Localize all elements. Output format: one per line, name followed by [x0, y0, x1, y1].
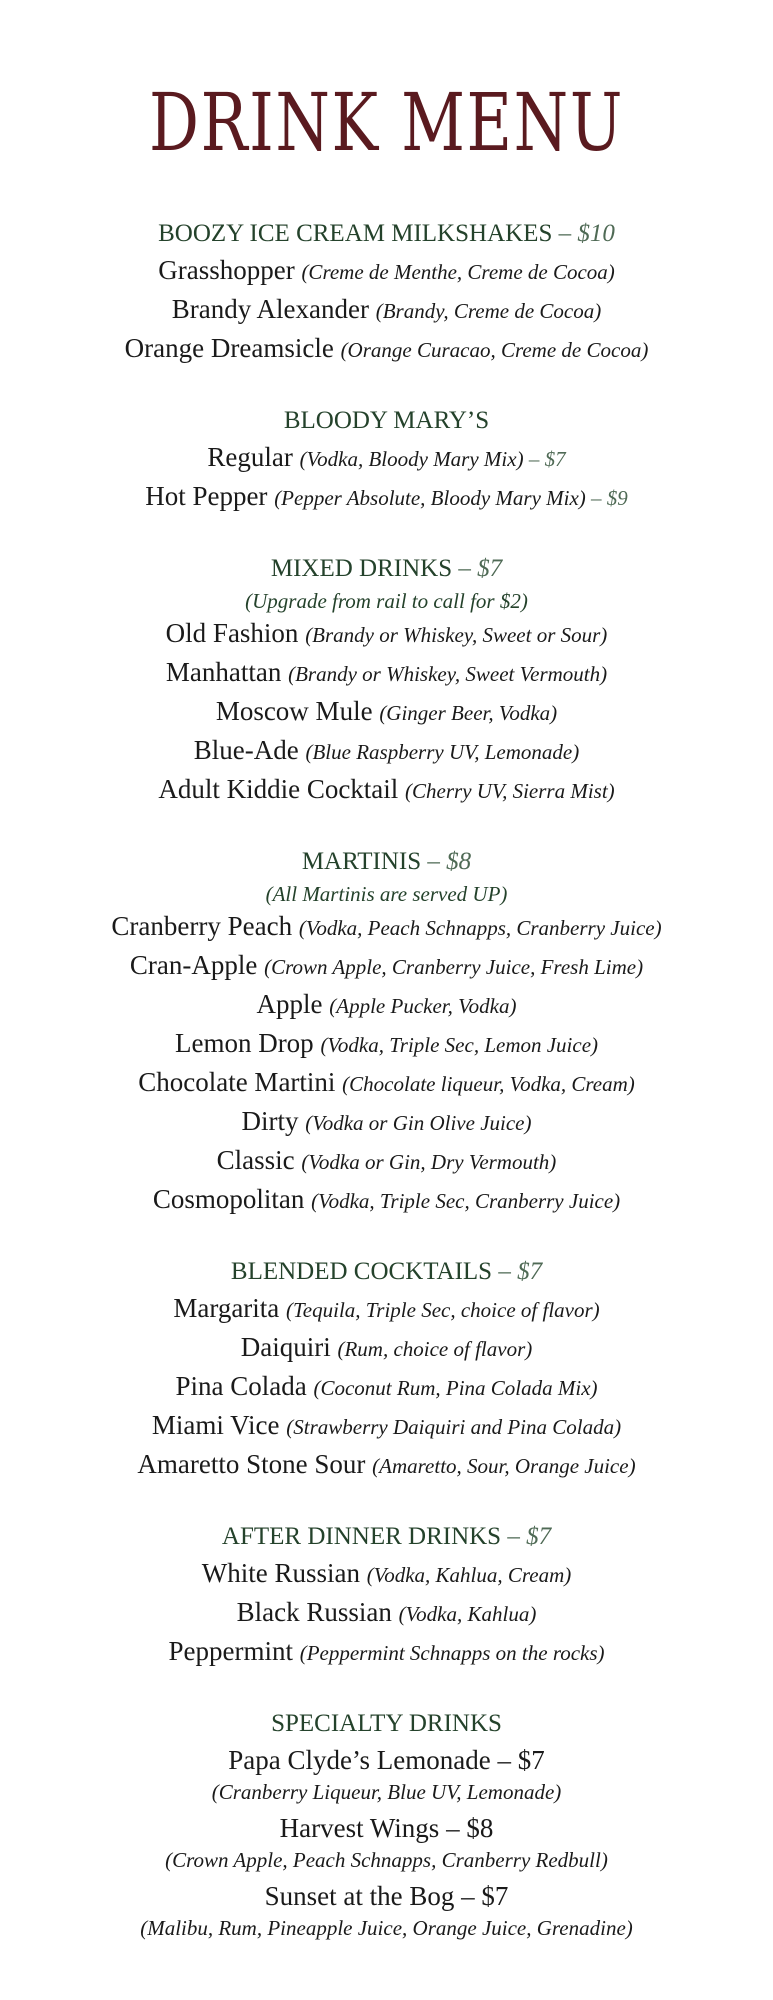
- menu-item: [0, 1064, 773, 1103]
- item-description: (Creme de Menthe, Creme de Cocoa): [301, 260, 615, 284]
- menu-title: DRINK MENU: [149, 76, 624, 169]
- section-name: BLENDED COCKTAILS: [230, 1258, 493, 1285]
- section-price: – $10: [552, 220, 615, 247]
- item-name: Moscow Mule: [215, 696, 373, 726]
- item-description: (Vodka, Kahlua): [398, 1602, 537, 1626]
- item-name: Cranberry Peach: [111, 911, 293, 941]
- item-description: (Vodka, Kahlua, Cream): [366, 1563, 572, 1587]
- item-name: Old Fashion: [165, 618, 299, 648]
- section-name: SPECIALTY DRINKS: [271, 1710, 502, 1737]
- item-name: Classic: [216, 1145, 295, 1175]
- menu-item: [0, 1103, 773, 1142]
- section-heading: [0, 1254, 773, 1290]
- item-price: – $7: [454, 1881, 509, 1911]
- item-price: – $8: [439, 1813, 494, 1843]
- item-name: Brandy Alexander: [171, 294, 369, 324]
- item-name: Miami Vice: [151, 1410, 280, 1440]
- item-description: (Strawberry Daiquiri and Pina Colada): [286, 1415, 622, 1439]
- item-name: Apple: [256, 989, 323, 1019]
- section-heading: [0, 551, 773, 587]
- item-description: (Pepper Absolute, Bloody Mary Mix): [274, 486, 586, 510]
- item-description: (Tequila, Triple Sec, choice of flavor): [286, 1298, 600, 1322]
- menu-item: [0, 1407, 773, 1446]
- menu-item: [0, 908, 773, 947]
- item-name: Chocolate Martini: [138, 1067, 336, 1097]
- item-name: Peppermint: [168, 1636, 293, 1666]
- item-description: (Brandy or Whiskey, Sweet or Sour): [305, 623, 608, 647]
- item-name: Manhattan: [165, 657, 282, 687]
- item-price: – $7: [523, 447, 566, 471]
- item-name: Lemon Drop: [174, 1028, 314, 1058]
- item-name: Regular: [207, 442, 293, 472]
- item-name: Adult Kiddie Cocktail: [158, 774, 399, 804]
- menu-item: [0, 654, 773, 693]
- menu-item: [0, 291, 773, 330]
- menu-item: [0, 1594, 773, 1633]
- menu-item: [0, 1290, 773, 1329]
- item-description: (Vodka, Triple Sec, Cranberry Juice): [311, 1189, 621, 1213]
- item-description: (Ginger Beer, Vodka): [379, 701, 558, 725]
- menu-item: [0, 732, 773, 771]
- section-note: (All Martinis are served UP): [265, 882, 508, 906]
- item-description: (Amaretto, Sour, Orange Juice): [372, 1454, 636, 1478]
- item-description: (Rum, choice of flavor): [337, 1337, 533, 1361]
- menu-item: [0, 1329, 773, 1368]
- item-description: (Brandy or Whiskey, Sweet Vermouth): [288, 662, 608, 686]
- section-heading: [0, 216, 773, 252]
- item-name: Amaretto Stone Sour: [137, 1449, 366, 1479]
- item-description: (Peppermint Schnapps on the rocks): [299, 1641, 605, 1665]
- item-name: Pina Colada: [175, 1371, 307, 1401]
- menu-item: [0, 478, 773, 517]
- item-description: (Cranberry Liqueur, Blue UV, Lemonade): [211, 1780, 562, 1804]
- item-name: Blue-Ade: [193, 735, 299, 765]
- item-description: (Malibu, Rum, Pineapple Juice, Orange Juice, Grenadine): [140, 1916, 633, 1940]
- menu-item: [0, 615, 773, 654]
- item-description: (Blue Raspberry UV, Lemonade): [305, 740, 580, 764]
- menu-item: [0, 330, 773, 369]
- menu-item: [0, 947, 773, 986]
- menu-item: [0, 1142, 773, 1181]
- menu-item: [0, 1555, 773, 1594]
- item-description: (Orange Curacao, Creme de Cocoa): [340, 338, 649, 362]
- item-description: (Vodka, Triple Sec, Lemon Juice): [320, 1033, 599, 1057]
- section-name: AFTER DINNER DRINKS: [221, 1523, 502, 1550]
- section-price: – $7: [492, 1258, 543, 1285]
- menu-item: [0, 1368, 773, 1407]
- item-price: – $9: [585, 486, 628, 510]
- menu-item: [0, 1025, 773, 1064]
- item-description: (Cherry UV, Sierra Mist): [405, 779, 615, 803]
- section-price: – $7: [501, 1523, 552, 1550]
- section-martinis: [0, 844, 773, 1220]
- item-name: Dirty: [241, 1106, 299, 1136]
- section-bloody-marys: [0, 403, 773, 517]
- item-description: (Apple Pucker, Vodka): [329, 994, 517, 1018]
- section-name: MARTINIS: [301, 848, 422, 875]
- item-name: Grasshopper: [158, 255, 295, 285]
- section-price: – $8: [421, 848, 472, 875]
- section-mixed-drinks: [0, 551, 773, 810]
- section-blended-cocktails: [0, 1254, 773, 1485]
- section-name: BLOODY MARY’S: [283, 407, 490, 434]
- section-name: MIXED DRINKS: [270, 555, 453, 582]
- section-specialty: [0, 1706, 773, 1942]
- menu-item: [0, 1633, 773, 1672]
- item-description: (Brandy, Creme de Cocoa): [375, 299, 602, 323]
- item-name: Papa Clyde’s Lemonade: [228, 1745, 491, 1775]
- item-description: (Vodka, Bloody Mary Mix): [299, 447, 524, 471]
- section-price: – $7: [452, 555, 503, 582]
- item-name: Daiquiri: [240, 1332, 331, 1362]
- item-description: (Chocolate liqueur, Vodka, Cream): [342, 1072, 635, 1096]
- specialty-item: [0, 1742, 773, 1806]
- section-name: BOOZY ICE CREAM MILKSHAKES: [158, 220, 553, 247]
- section-heading: [0, 1706, 773, 1742]
- section-after-dinner: [0, 1519, 773, 1672]
- section-milkshakes: [0, 216, 773, 369]
- item-description: (Crown Apple, Cranberry Juice, Fresh Lime): [264, 955, 644, 979]
- item-name: Hot Pepper: [145, 481, 268, 511]
- item-name: Cosmopolitan: [152, 1184, 305, 1214]
- section-note: (Upgrade from rail to call for $2): [245, 589, 528, 613]
- specialty-item: [0, 1810, 773, 1874]
- section-heading: [0, 403, 773, 439]
- menu-item: [0, 693, 773, 732]
- item-name: Margarita: [173, 1293, 280, 1323]
- menu-item: [0, 986, 773, 1025]
- item-description: (Vodka, Peach Schnapps, Cranberry Juice): [298, 916, 662, 940]
- menu-body: [0, 216, 773, 1976]
- specialty-item: [0, 1878, 773, 1942]
- menu-item: [0, 439, 773, 478]
- item-description: (Coconut Rum, Pina Colada Mix): [313, 1376, 598, 1400]
- item-description: (Crown Apple, Peach Schnapps, Cranberry Redbull): [165, 1848, 608, 1872]
- section-heading: [0, 1519, 773, 1555]
- menu-item: [0, 1181, 773, 1220]
- item-description: (Vodka or Gin Olive Juice): [305, 1111, 532, 1135]
- item-name: White Russian: [201, 1558, 360, 1588]
- menu-item: [0, 252, 773, 291]
- item-name: Orange Dreamsicle: [124, 333, 334, 363]
- item-price: – $7: [490, 1745, 545, 1775]
- item-name: Sunset at the Bog: [264, 1881, 455, 1911]
- item-name: Cran-Apple: [129, 950, 258, 980]
- menu-item: [0, 1446, 773, 1485]
- section-heading: [0, 844, 773, 880]
- item-description: (Vodka or Gin, Dry Vermouth): [301, 1150, 557, 1174]
- menu-item: [0, 771, 773, 810]
- item-name: Black Russian: [236, 1597, 392, 1627]
- item-name: Harvest Wings: [279, 1813, 440, 1843]
